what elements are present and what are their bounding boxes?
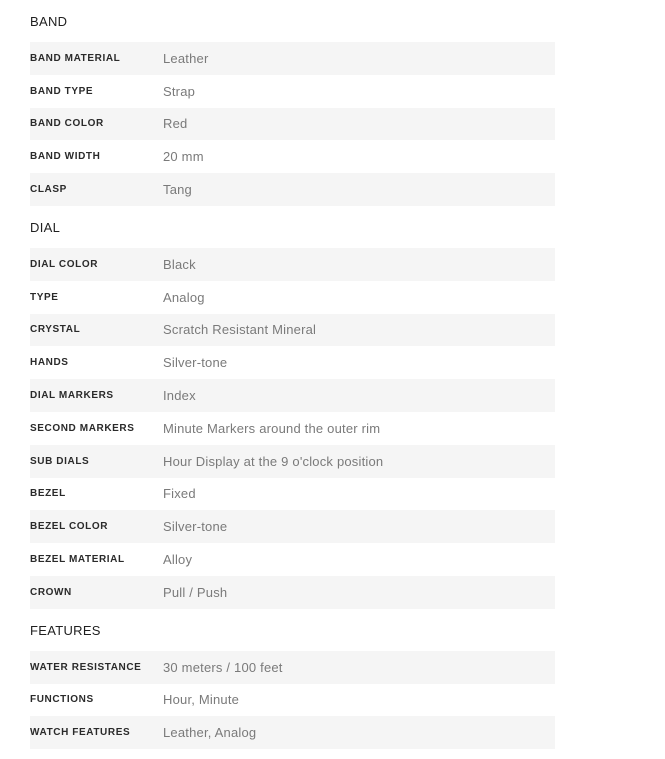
spec-label: BAND COLOR: [30, 118, 104, 130]
spec-row-dial-color: [30, 248, 555, 281]
spec-label: CRYSTAL: [30, 324, 81, 336]
spec-row-sub-dials: [30, 445, 555, 478]
spec-value: Minute Markers around the outer rim: [163, 420, 381, 436]
spec-row-crystal: [30, 314, 555, 347]
spec-label: HANDS: [30, 357, 69, 369]
spec-row-bezel-color: [30, 510, 555, 543]
spec-row-second-markers: [30, 412, 555, 445]
spec-row-clasp: [30, 173, 555, 206]
spec-value: Hour Display at the 9 o'clock position: [163, 453, 384, 469]
spec-value: Hour, Minute: [163, 692, 240, 708]
spec-value: Strap: [163, 83, 196, 99]
spec-label: SUB DIALS: [30, 455, 90, 467]
spec-label: BAND WIDTH: [30, 151, 101, 163]
spec-value: Silver-tone: [163, 355, 228, 371]
section-features: [30, 609, 555, 749]
section-band: [30, 0, 555, 206]
spec-row-bezel: [30, 478, 555, 511]
section-title-band: BAND: [30, 14, 68, 29]
spec-label: BEZEL: [30, 488, 66, 500]
section-title-dial: DIAL: [30, 219, 61, 235]
section-title-features: FEATURES: [30, 622, 101, 638]
spec-label: DIAL MARKERS: [30, 390, 114, 402]
spec-row-functions: [30, 684, 555, 717]
spec-value: Pull / Push: [163, 584, 228, 600]
spec-row-band-material: [30, 42, 555, 75]
spec-value: Alloy: [163, 552, 193, 568]
spec-label: FUNCTIONS: [30, 694, 94, 706]
spec-row-crown: [30, 576, 555, 609]
section-dial: [30, 206, 555, 609]
spec-label: WATCH FEATURES: [30, 727, 131, 739]
spec-value: Leather: [163, 50, 209, 66]
spec-row-type: [30, 281, 555, 314]
spec-value: Leather, Analog: [163, 725, 257, 741]
spec-value: Tang: [163, 182, 192, 198]
spec-row-watch-features: [30, 716, 555, 749]
spec-label: CLASP: [30, 184, 67, 196]
spec-row-water-resistance: [30, 651, 555, 684]
spec-label: WATER RESISTANCE: [30, 661, 142, 673]
spec-value: Black: [163, 256, 196, 272]
spec-row-dial-markers: [30, 379, 555, 412]
spec-row-band-type: [30, 75, 555, 108]
spec-label: TYPE: [30, 291, 59, 303]
specifications-panel: [30, 0, 555, 749]
spec-row-hands: [30, 346, 555, 379]
spec-label: BEZEL MATERIAL: [30, 554, 125, 566]
spec-value: Scratch Resistant Mineral: [163, 322, 317, 338]
spec-value: 20 mm: [163, 149, 204, 165]
spec-row-band-width: [30, 140, 555, 173]
spec-label: CROWN: [30, 586, 72, 598]
spec-row-band-color: [30, 108, 555, 141]
spec-label: SECOND MARKERS: [30, 422, 135, 434]
spec-value: Index: [163, 388, 196, 404]
spec-value: 30 meters / 100 feet: [163, 659, 283, 675]
spec-row-bezel-material: [30, 543, 555, 576]
spec-label: DIAL COLOR: [30, 258, 99, 270]
spec-label: BAND TYPE: [30, 85, 94, 97]
spec-value: Analog: [163, 289, 205, 305]
spec-label: BEZEL COLOR: [30, 521, 109, 533]
spec-value: Fixed: [163, 486, 196, 502]
spec-value: Silver-tone: [163, 519, 228, 535]
spec-value: Red: [163, 116, 188, 132]
spec-label: BAND MATERIAL: [30, 52, 121, 64]
